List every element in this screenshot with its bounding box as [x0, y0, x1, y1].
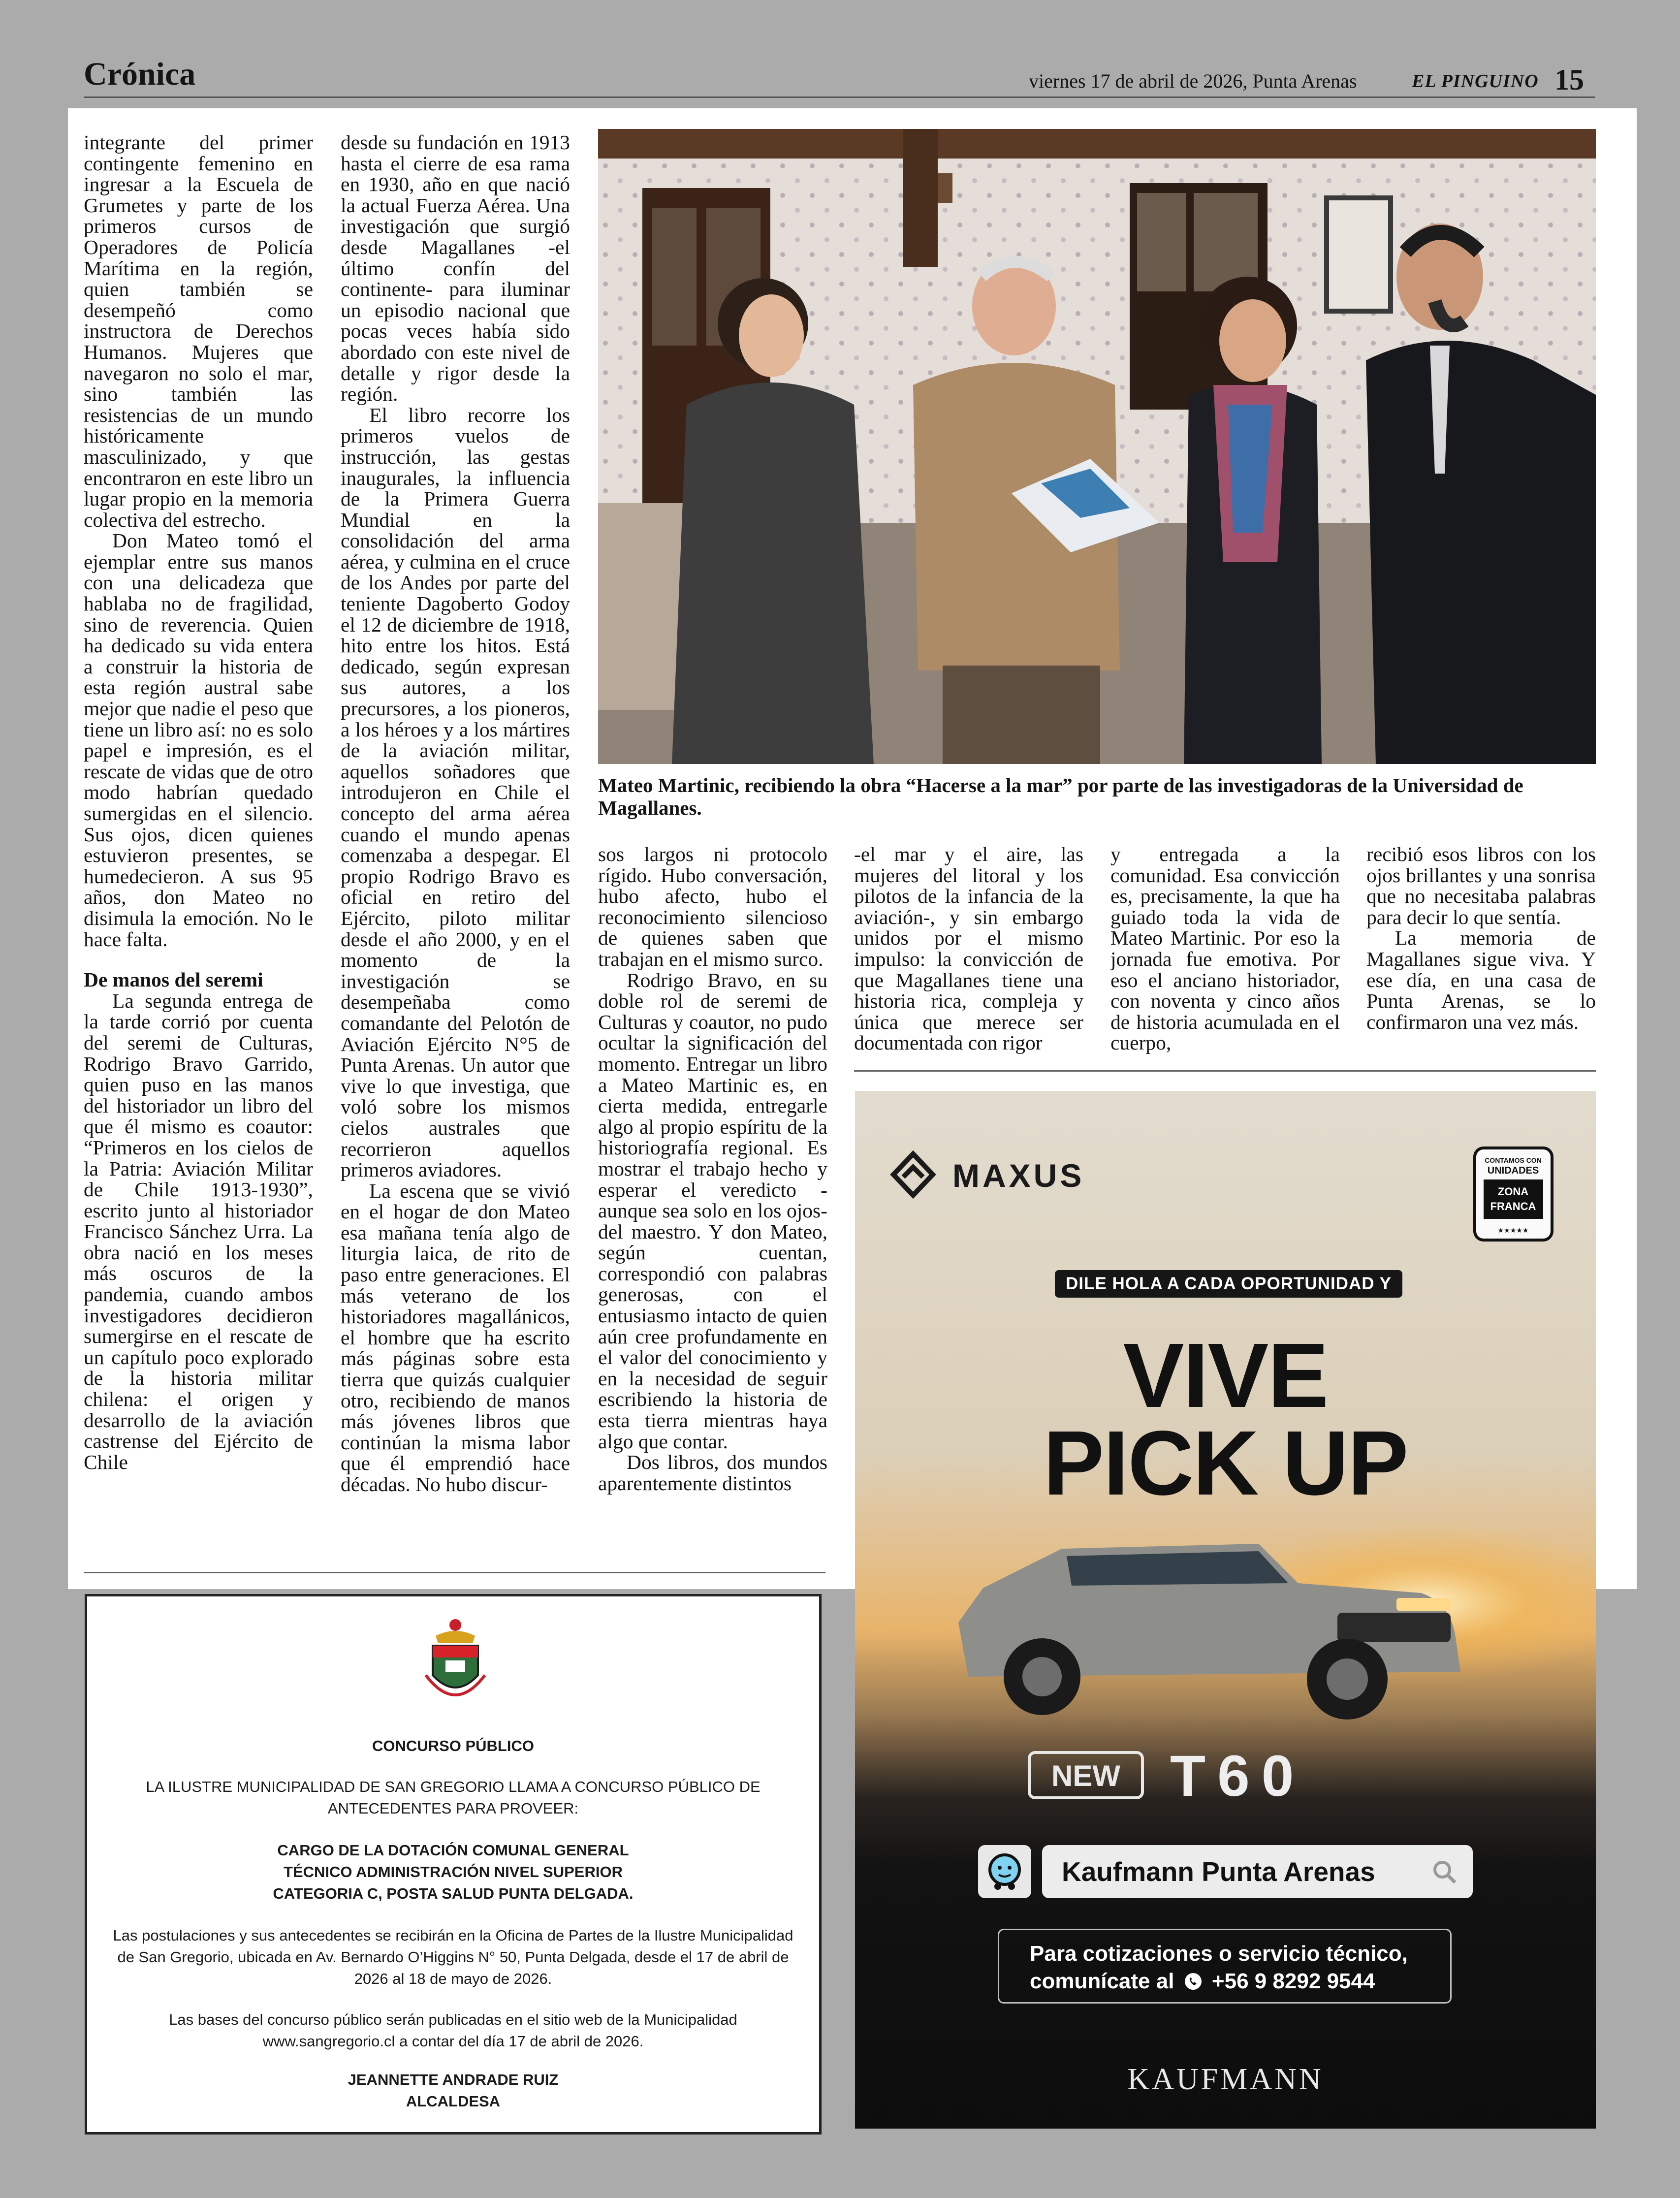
- article-paragraph: y entregada a la comunidad. Esa convicción es, precisamente, la que ha guiado toda la vida de Mateo Martinic. Por eso la jornada fue emotiva. Por eso el anciano historiador, con noventa y cinco años de historia acumulada en el cuerpo,: [1110, 844, 1340, 1054]
- maxus-logo-icon: [888, 1150, 1144, 1199]
- new-t60-logo: [1027, 1746, 1431, 1805]
- svg-text:★★★★★: ★★★★★: [1497, 1227, 1529, 1235]
- maxus-advertisement[interactable]: [855, 1091, 1596, 2129]
- article-paragraph: sos largos ni protocolo rígido. Hubo conversación, hubo afecto, hubo el reconocimiento silencioso de quienes saben que trabajan en el mismo surco.: [598, 844, 827, 970]
- page-number: 15: [1554, 64, 1584, 96]
- article-column-3: [598, 844, 827, 1562]
- notice-signer: JEANNETTE ANDRADE RUIZ: [348, 2071, 559, 2088]
- ad-tagline: DILE HOLA A CADA OPORTUNIDAD Y: [1055, 1270, 1402, 1298]
- article-paragraph: La escena que se vivió en el hogar de don Mateo esa mañana tenía algo de liturgia laica, de rito de paso entre generaciones. El más veterano de los historiadores magallánicos, el hombre que ha escrito más páginas sobre esta tierra que quizás cualquier otro, recibiendo de manos más jóvenes libros que continúan la misma labor que él emprendió hace décadas. No hubo discur-: [341, 1179, 570, 1496]
- article-paragraph: -el mar y el aire, las mujeres del litoral y los pilotos de la infancia de la aviación-, y sin embargo unidos por el mismo impulso: la convicción de que Magallanes tiene una historia rica, compleja y única que merece ser documentada con rigor: [854, 844, 1083, 1054]
- article-column-4: [854, 844, 1083, 1060]
- article-paragraph: Don Mateo tomó el ejemplar entre sus manos con una delicadeza que hablaba no de fragilidad, sino de reverencia. Quien ha dedicado su vida entera a construir la historia de esta región austral sabe mejor que nadie el peso que tiene un libro así: no es solo papel e impresión, es el rescate de vidas que de otro modo habrían quedado sumergidas en el silencio. Sus ojos, dicen quienes estuvieron presentes, se humedecieron. A sus 95 años, don Mateo no disimula la emoción. No le hace falta.: [84, 529, 313, 951]
- dealer-name: Kaufmann Punta Arenas: [1062, 1856, 1375, 1887]
- article-column-2: [341, 132, 570, 1560]
- section-title: Crónica: [84, 56, 196, 92]
- search-icon: [1431, 1859, 1458, 1885]
- article-column-6: [1366, 844, 1596, 1060]
- maxus-wordmark: MAXUS: [952, 1157, 1085, 1194]
- contact-box: [998, 1929, 1452, 2004]
- public-notice: [85, 1594, 822, 2134]
- ad-headline-pickup: PICK UP: [1043, 1412, 1408, 1514]
- kaufmann-brand: KAUFMANN: [1127, 2063, 1324, 2096]
- article-paragraph: integrante del primer contingente femenino en ingresar a la Escuela de Grumetes y parte de los primeros cursos de Operadores de Policía Marítima en la región, quien también se desempeñó como instructora de Derechos Humanos. Mujeres que navegaron no solo el mar, sino también las resistencias de un mundo históricamente masculinizado, y que encontraron en este libro un lugar propio en la memoria colectiva del estrecho.: [84, 132, 313, 531]
- badge-zona-text: ZONA: [1497, 1185, 1529, 1198]
- page-date: viernes 17 de abril de 2026, Punta Arenas: [1029, 70, 1357, 92]
- model-new-label: NEW: [1051, 1759, 1120, 1792]
- dealer-search-bar[interactable]: [1042, 1845, 1473, 1898]
- notice-bases: Las bases del concurso público serán publicadas en el sitio web de la Municipalidad www.sangregorio.cl a contar del día 17 de abril de 2026.: [169, 2011, 737, 2050]
- article-column-1: [84, 132, 313, 1560]
- contact-line-2: comunícate al +56 9 8292 9544: [1030, 1969, 1375, 1993]
- notice-position-line: CARGO DE LA DOTACIÓN COMUNAL GENERAL: [277, 1842, 629, 1859]
- article-paragraph: desde su fundación en 1913 hasta el cierre de esa rama en 1930, año en que nació la actual Fuerza Aérea. Una investigación que surgió desde Magallanes -el último confín del continente- para iluminar un episodio nacional que pocas veces había sido abordado con este nivel de detalle y rigor desde la región.: [341, 132, 570, 406]
- article-photo: [598, 129, 1596, 764]
- notice-title: CONCURSO PÚBLICO: [372, 1737, 534, 1754]
- model-name-label: T60: [1170, 1746, 1306, 1805]
- phone-number[interactable]: +56 9 8292 9544: [1211, 1969, 1375, 1993]
- header-rule: [84, 96, 1595, 98]
- badge-franca-text: FRANCA: [1490, 1200, 1536, 1212]
- notice-signer-role: ALCALDESA: [406, 2093, 501, 2110]
- article-column-5: [1110, 844, 1340, 1060]
- zona-franca-badge-icon: [1473, 1146, 1554, 1242]
- article-paragraph: Dos libros, dos mundos aparentemente distintos: [598, 1451, 827, 1495]
- photo-illustration: [598, 129, 1596, 764]
- waze-icon[interactable]: [978, 1845, 1031, 1898]
- ad-headline-vive: VIVE: [1123, 1325, 1328, 1427]
- column-divider: [84, 1572, 825, 1573]
- article-paragraph: Rodrigo Bravo, en su doble rol de seremi de Culturas y coautor, no pudo ocultar la significación del momento. Entregar un libro a Mateo Martinic es, en cierta medida, entregarle algo al propio espíritu de la historiografía regional. Es mostrar el trabajo hecho y esperar el veredicto -aunque sea solo en los ojos- del maestro. Y don Mateo, según cuentan, correspondió con palabras generosas, con el entusiasmo intacto de quien aún cree profundamente en el valor del conocimiento y en la necesidad de seguir escribiendo la historia de esta tierra mientras haya algo que contar.: [598, 968, 827, 1453]
- zona-franca-badge: [1473, 1146, 1554, 1242]
- contact-line-1: Para cotizaciones o servicio técnico,: [1030, 1942, 1408, 1966]
- notice-details: Las postulaciones y sus antecedentes se recibirán en la Oficina de Partes de la Ilustre Municipalidad de San Gregorio, ubicada en Av. Bernardo O’Higgins N° 50, Punta Delgada, desde el 17 de abril de 2026 al 18 de mayo de 2026.: [113, 1927, 793, 1987]
- whatsapp-icon: [1183, 1972, 1203, 1991]
- badge-mid-text: UNIDADES: [1487, 1165, 1539, 1176]
- article-paragraph: La memoria de Magallanes sigue viva. Y ese día, en una casa de Punta Arenas, se lo confirmaron una vez más.: [1366, 926, 1596, 1033]
- photo-caption: Mateo Martinic, recibiendo la obra “Hacerse a la mar” por parte de las investigadoras de la Universidad de Magallanes.: [598, 774, 1523, 819]
- notice-position-line: CATEGORIA C, POSTA SALUD PUNTA DELGADA.: [273, 1885, 634, 1902]
- municipal-crest-icon: [416, 1616, 495, 1715]
- article-paragraph: El libro recorre los primeros vuelos de instrucción, las gestas inaugurales, la influencia de la Primera Guerra Mundial en la consolidación del arma aérea, y culmina en el cruce de los Andes por parte del teniente Dagoberto Godoy el 12 de diciembre de 1918, hito entre los hitos. Está dedicado, según expresan sus autores, a los precursores, a los pioneros, a los héroes y a los mártires de la aviación militar, aquellos soñadores que introdujeron en Chile el concepto del arma aérea cuando el mundo apenas comenzaba a despegar. El propio Rodrigo Bravo es oficial en retiro del Ejército, piloto militar desde el año 2000, y en el momento de la investigación se desempeñaba como comandante del Pelotón de Aviación Ejército N°5 de Punta Arenas. Un autor que vive lo que investiga, que voló sobre los mismos cielos australes que recorrieron aquellos primeros aviadores.: [341, 403, 570, 1181]
- badge-top-text: CONTAMOS CON: [1485, 1156, 1542, 1164]
- notice-position-line: TÉCNICO ADMINISTRACIÓN NIVEL SUPERIOR: [284, 1863, 623, 1880]
- article-subhead: De manos del seremi: [84, 968, 263, 991]
- notice-intro: LA ILUSTRE MUNICIPALIDAD DE SAN GREGORIO LLAMA A CONCURSO PÚBLICO DE ANTECEDENTES PARA PROVEER:: [146, 1778, 761, 1817]
- article-paragraph: recibió esos libros con los ojos brillantes y una sonrisa que no necesitaba palabras para decir lo que sentía.: [1366, 844, 1596, 928]
- masthead: EL PINGUINO: [1412, 71, 1539, 92]
- article-paragraph: La segunda entrega de la tarde corrió por cuenta del seremi de Culturas, Rodrigo Bravo Garrido, quien puso en las manos del historiador un libro del que él mismo es coautor: “Primeros en los cielos de la Patria: Aviación Militar de Chile 1913-1930”, escrito junto al historiador Francisco Sánchez Urra. La obra nació en los meses más oscuros de la pandemia, cuando ambos investigadores decidieron sumergirse en el rescate de un capítulo poco explorado de la historia militar chilena: el origen y desarrollo de la aviación castrense del Ejército de Chile: [84, 989, 313, 1473]
- column-divider: [854, 1070, 1596, 1072]
